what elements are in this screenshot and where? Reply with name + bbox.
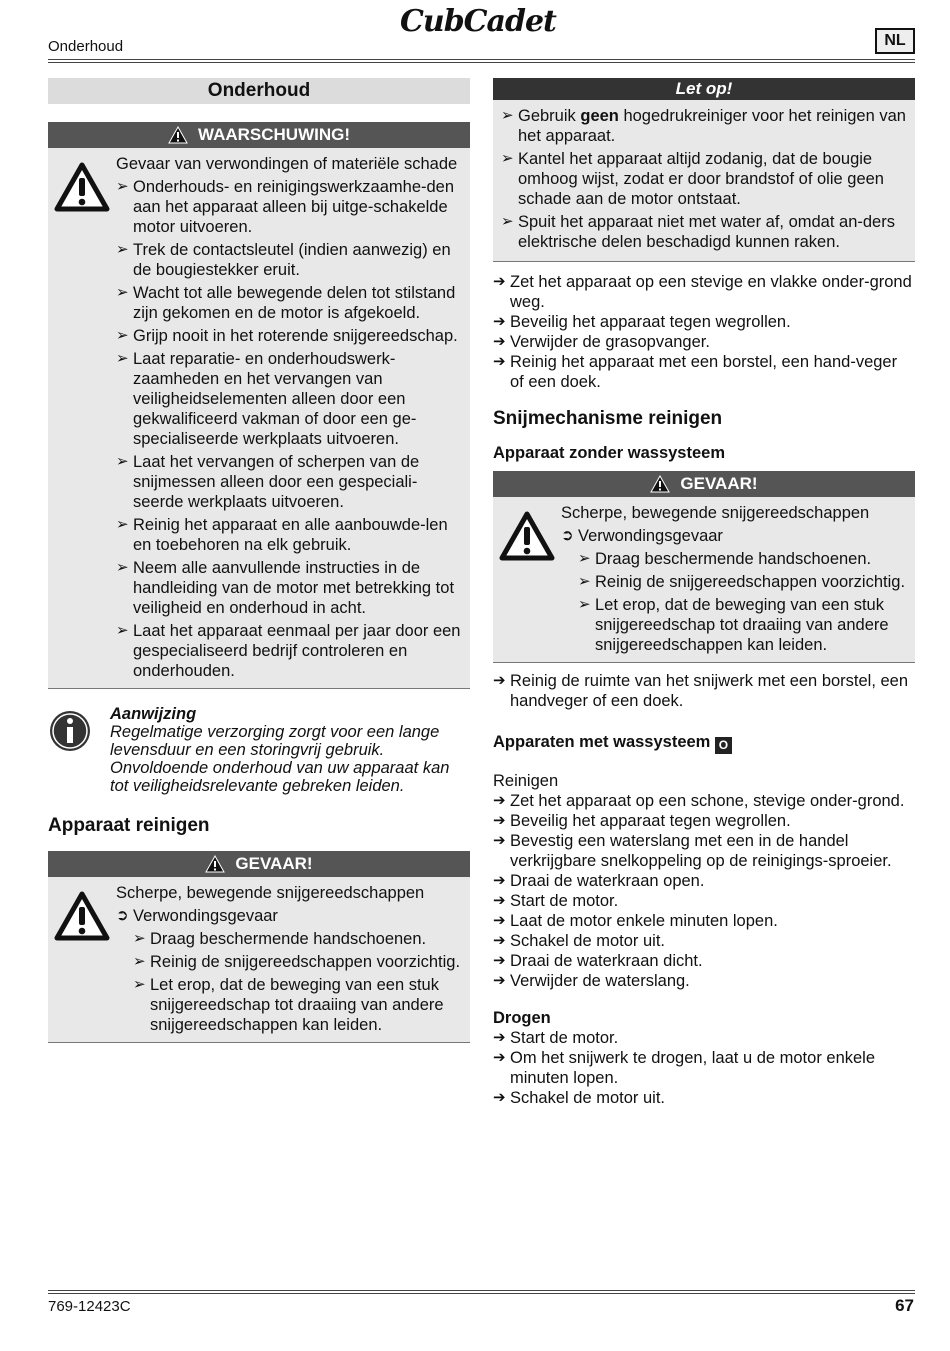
step-item [493,332,915,352]
page-number: 67 [895,1296,914,1315]
arrow-right-icon: ➔ [493,1049,506,1066]
step-item [493,1028,915,1048]
chevron-right-icon: ➢ [116,178,129,195]
subsection-heading [493,733,915,754]
right-column [493,78,915,1108]
step-item [493,811,915,831]
step-text: Draai de waterkraan open. [510,872,705,890]
section-heading: Snijmechanisme reinigen [493,408,723,429]
list-item-text: Draag beschermende handschoenen. [595,550,872,568]
list-item-text: Let erop, dat de beweging van een stuk snijgereedschap tot draaiing van andere snijgereedschappen kan leiden. [150,976,444,1034]
step-text: Verwijder de grasopvanger. [510,333,710,351]
chevron-right-icon: ➢ [116,559,129,576]
arrow-consequence-icon: ➲ [116,907,129,924]
arrow-consequence-icon: ➲ [561,527,574,544]
warning-text [116,154,466,684]
chevron-right-icon: ➢ [133,930,146,947]
step-text: Verwijder de waterslang. [510,972,690,990]
arrow-right-icon: ➔ [493,972,506,989]
header-rule-second [48,62,915,63]
page-title: Onderhoud [48,78,470,104]
brand-logo [400,4,586,40]
list-item-text: Draag beschermende handschoenen. [150,930,427,948]
step-item [493,1088,915,1108]
list-item-text: Spuit het apparaat niet met water af, omdat an-ders elektrische delen beschadigd kunnen raken. [518,213,895,251]
caution-box [493,78,915,262]
chevron-right-icon: ➢ [133,953,146,970]
warning-body [48,148,470,688]
document-code: 769-12423C [48,1298,131,1315]
consequence-text: Verwondingsgevaar [578,527,723,545]
arrow-right-icon: ➔ [493,912,506,929]
list-item-text: Neem alle aanvullende instructies in de handleiding van de motor met betrekking tot veiligheid en onderhoud in acht. [133,559,455,617]
step-item [493,871,915,891]
footer-rule-second [48,1293,915,1294]
arrow-right-icon: ➔ [493,892,506,909]
warning-box [48,122,470,689]
step-text: Om het snijwerk te drogen, laat u de motor enkele minuten lopen. [510,1049,876,1087]
arrow-right-icon: ➔ [493,353,506,370]
chevron-right-icon: ➢ [116,241,129,258]
step-text: Laat de motor enkele minuten lopen. [510,912,778,930]
caution-heading: Let op! [675,79,733,98]
step-group-label: Reinigen [493,772,559,790]
warning-big-icon-wrap [54,154,116,684]
list-item [133,929,466,949]
arrow-right-icon: ➔ [493,313,506,330]
step-text: Zet het apparaat op een stevige en vlakke onder-grond weg. [510,273,912,311]
caution-header [493,78,915,100]
list-item [578,549,911,569]
arrow-right-icon: ➔ [493,812,506,829]
list-item [133,952,466,972]
arrow-right-icon: ➔ [493,333,506,350]
danger-header [48,851,470,877]
warning-triangle-icon [205,855,225,873]
danger-body [493,497,915,662]
chevron-right-icon: ➢ [116,327,129,344]
danger-body [48,877,470,1042]
chevron-right-icon: ➢ [501,213,514,230]
chevron-right-icon: ➢ [578,573,591,590]
arrow-right-icon: ➔ [493,672,506,689]
arrow-right-icon: ➔ [493,932,506,949]
note-heading: Aanwijzing [110,705,197,723]
danger-text [116,883,466,1038]
list-item [133,975,466,1035]
list-item [578,572,911,592]
step-item [493,671,915,711]
consequence-item [116,906,466,926]
step-text: Start de motor. [510,1029,619,1047]
step-text: Reinig het apparaat met een borstel, een hand-veger of een doek. [510,353,898,391]
list-item-text [518,106,907,146]
chevron-right-icon: ➢ [501,107,514,124]
footer-rule [48,1290,915,1291]
step-text: Reinig de ruimte van het snijwerk met een borstel, een handveger of een doek. [510,672,909,710]
warning-triangle-icon [54,891,110,941]
step-item [493,312,915,332]
list-item-text: Reinig de snijgereedschappen voorzichtig. [595,573,906,591]
chevron-right-icon: ➢ [116,284,129,301]
note-icon-wrap [48,705,110,795]
list-item-text: Reinig het apparaat en alle aanbouwde-len en toebehoren na elk gebruik. [133,516,448,554]
step-item [493,951,915,971]
step-text: Start de motor. [510,892,619,910]
list-item [501,106,907,146]
warning-triangle-icon [499,511,555,561]
step-text: Zet het apparaat op een schone, stevige onder-grond. [510,792,905,810]
list-item-text: Kantel het apparaat altijd zodanig, dat de bougie omhoog wijst, zodat er door brandstof of olie geen schade aan de motor ontstaat. [518,150,884,208]
list-item-text: Laat reparatie- en onderhoudswerk-zaamheden en het vervangen van veiligheidselementen alleen door een gekwalificeerd vakman of door een ge-specialiseerde werkplaats uitvoeren. [133,350,417,448]
list-item-text: Laat het apparaat eenmaal per jaar door een gespecialiseerd bedrijf controleren en onderhouden. [133,622,461,680]
danger-intro: Scherpe, bewegende snijgereedschappen [561,504,870,522]
danger-header [493,471,915,497]
danger-box [48,851,470,1043]
step-list [493,272,915,392]
caution-text-bold: geen [580,107,619,125]
arrow-right-icon: ➔ [493,792,506,809]
consequence-text: Verwondingsgevaar [133,907,278,925]
step-list [493,772,915,991]
option-badge: O [715,737,732,754]
step-text: Beveilig het apparaat tegen wegrollen. [510,812,791,830]
danger-heading: GEVAAR! [235,854,313,873]
list-item [116,452,466,512]
caution-body [493,100,915,261]
danger-intro: Scherpe, bewegende snijgereedschappen [116,884,425,902]
note-box [48,705,470,795]
header-section-title: Onderhoud [48,38,124,55]
caution-text-post: hogedrukreiniger voor het reinigen van het apparaat. [518,107,906,145]
step-text: Bevestig een waterslang met een in de handel verkrijgbare snelkoppeling op de reinigings-sproeier. [510,832,892,870]
danger-box [493,471,915,663]
list-item-text: Reinig de snijgereedschappen voorzichtig. [150,953,461,971]
subsection-heading: Apparaat zonder wassysteem [493,444,726,462]
step-item [493,931,915,951]
danger-heading: GEVAAR! [680,474,758,493]
list-item [116,349,466,449]
chevron-right-icon: ➢ [133,976,146,993]
list-item [116,177,466,237]
step-text: Schakel de motor uit. [510,932,665,950]
chevron-right-icon: ➢ [578,596,591,613]
arrow-right-icon: ➔ [493,952,506,969]
list-item-text: Onderhouds- en reinigingswerkzaamhe-den aan het apparaat alleen bij uitge-schakelde motor uitvoeren. [133,178,455,236]
step-item [493,911,915,931]
danger-big-icon-wrap [54,883,116,1038]
header-rule [48,59,915,60]
step-item [493,891,915,911]
step-item [493,831,915,871]
danger-text [561,503,911,658]
step-item [493,272,915,312]
step-group-label: Drogen [493,1009,551,1027]
note-text [110,705,470,795]
step-text: Draai de waterkraan dicht. [510,952,703,970]
list-item [116,283,466,323]
step-item [493,352,915,392]
list-item [116,326,466,346]
warning-triangle-icon [650,475,670,493]
info-icon [48,709,92,753]
step-item [493,1048,915,1088]
list-item-text: Trek de contactsleutel (indien aanwezig) en de bougiestekker eruit. [133,241,451,279]
chevron-right-icon: ➢ [501,150,514,167]
arrow-right-icon: ➔ [493,872,506,889]
list-item [116,621,466,681]
list-item [578,595,911,655]
chevron-right-icon: ➢ [116,453,129,470]
chevron-right-icon: ➢ [578,550,591,567]
brand-logo-text: CubCadet [400,4,556,39]
list-item-text: Grijp nooit in het roterende snijgereedschap. [133,327,458,345]
list-item [116,558,466,618]
language-badge: NL [875,28,915,54]
step-list [493,671,915,711]
consequence-item [561,526,911,546]
chevron-right-icon: ➢ [116,516,129,533]
arrow-right-icon: ➔ [493,832,506,849]
arrow-right-icon: ➔ [493,1089,506,1106]
list-item [501,149,907,209]
note-body: Regelmatige verzorging zorgt voor een lange levensduur en een storingvrij gebruik. Onvoldoende onderhoud van uw apparaat kan tot veiligheidsrelevante gebreken leiden. [110,723,450,795]
warning-triangle-icon [168,126,188,144]
section-heading: Apparaat reinigen [48,815,210,836]
warning-triangle-icon [54,162,110,212]
chevron-right-icon: ➢ [116,350,129,367]
list-item-text: Wacht tot alle bewegende delen tot stilstand zijn gekomen en de motor is afgekoeld. [133,284,456,322]
step-list [493,1009,915,1108]
arrow-right-icon: ➔ [493,1029,506,1046]
subsection-heading-text: Apparaten met wassysteem [493,733,711,751]
list-item-text: Laat het vervangen of scherpen van de snijmessen alleen door een gespeciali-seerde werkplaats uitvoeren. [133,453,420,511]
arrow-right-icon: ➔ [493,273,506,290]
warning-heading: WAARSCHUWING! [197,125,351,144]
list-item-text: Let erop, dat de beweging van een stuk snijgereedschap tot draaiing van andere snijgereedschappen kan leiden. [595,596,889,654]
danger-big-icon-wrap [499,503,561,658]
step-text: Beveilig het apparaat tegen wegrollen. [510,313,791,331]
list-item [116,240,466,280]
list-item [116,515,466,555]
list-item [501,212,907,252]
warning-intro: Gevaar van verwondingen of materiële schade [116,155,458,173]
warning-header [48,122,470,148]
left-column [48,78,470,1059]
chevron-right-icon: ➢ [116,622,129,639]
step-item [493,971,915,991]
caution-text-pre: Gebruik [518,107,581,125]
step-text: Schakel de motor uit. [510,1089,665,1107]
step-item [493,791,915,811]
